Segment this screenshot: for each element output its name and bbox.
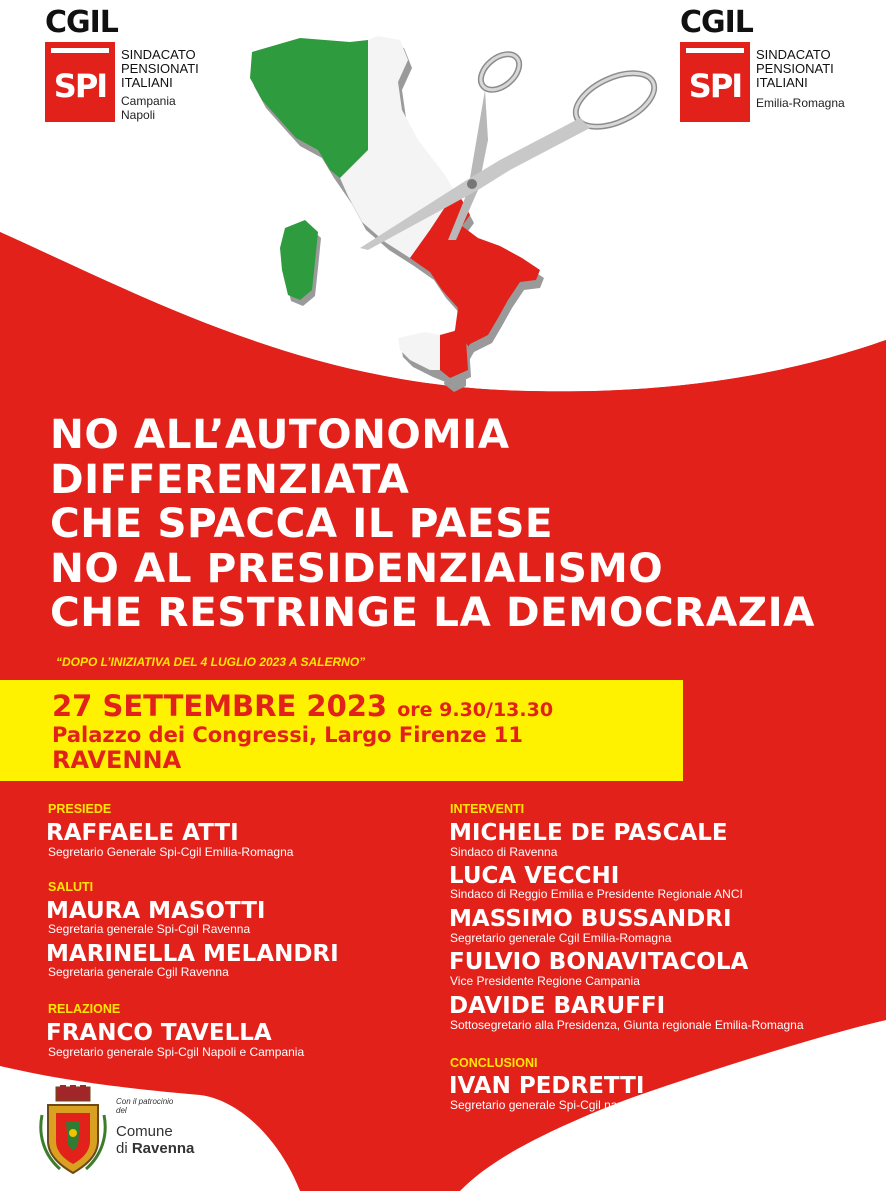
patronage-label: Con il patrocinio del: [116, 1097, 174, 1115]
speaker-name: MICHELE DE PASCALE: [449, 820, 728, 846]
speaker-name: MAURA MASOTTI: [46, 898, 266, 924]
speaker-role: Segretaria generale Spi-Cgil Ravenna: [48, 922, 251, 936]
speaker-role: Segretario generale Spi-Cgil nazionale: [450, 1098, 656, 1112]
comune-ravenna-crest-icon: [38, 1085, 108, 1177]
headline-line: NO AL PRESIDENZIALISMO: [50, 543, 664, 592]
speaker-name: FULVIO BONAVITACOLA: [449, 949, 749, 975]
org-name: SINDACATO PENSIONATI ITALIANI: [121, 47, 199, 90]
speaker-name: LUCA VECCHI: [449, 863, 620, 889]
headline-line: DIFFERENZIATA: [50, 454, 410, 503]
org-name: SINDACATO PENSIONATI ITALIANI: [756, 47, 834, 90]
spi-wordmark: SPI: [688, 67, 742, 105]
headline: [50, 412, 870, 635]
section-label-conclusioni: CONCLUSIONI: [450, 1056, 538, 1070]
section-label-relazione: RELAZIONE: [48, 1002, 121, 1016]
headline-line: CHE RESTRINGE LA DEMOCRAZIA: [50, 588, 815, 637]
patronage-block: [38, 1085, 208, 1180]
region-name: Campania Napoli: [121, 94, 176, 122]
cgil-wordmark: CGIL: [45, 5, 118, 40]
speaker-role: Sindaco di Ravenna: [450, 845, 558, 859]
speaker-role: Sindaco di Reggio Emilia e Presidente Regionale ANCI: [450, 887, 743, 901]
region-name: Emilia-Romagna: [756, 96, 845, 110]
event-time: ore 9.30/13.30: [397, 699, 554, 721]
speaker-role: Segretario Generale Spi-Cgil Emilia-Romagna: [48, 845, 294, 859]
speaker-role: Vice Presidente Regione Campania: [450, 974, 640, 988]
headline-line: CHE SPACCA IL PAESE: [50, 499, 554, 548]
spi-logo-box: [45, 42, 115, 122]
speaker-role: Segretario generale Spi-Cgil Napoli e Campania: [48, 1045, 305, 1059]
speaker-role: Segretario generale Cgil Emilia-Romagna: [450, 931, 672, 945]
event-city: RAVENNA: [52, 746, 182, 774]
speaker-name: MASSIMO BUSSANDRI: [449, 906, 732, 932]
section-label-saluti: SALUTI: [48, 880, 94, 894]
cgil-wordmark: CGIL: [680, 5, 753, 40]
section-label-interventi: INTERVENTI: [450, 802, 525, 816]
headline-line: NO ALL’AUTONOMIA: [50, 410, 510, 458]
event-date-line: [52, 690, 553, 726]
logo-cgil-spi-campania: [45, 5, 235, 128]
logo-cgil-spi-emilia-romagna: [680, 5, 870, 128]
comune-city: di Ravenna: [116, 1140, 195, 1157]
speaker-name: FRANCO TAVELLA: [46, 1020, 272, 1046]
speaker-name: RAFFAELE ATTI: [46, 820, 239, 846]
spi-logo-box: [680, 42, 750, 122]
speaker-role: Segretaria generale Cgil Ravenna: [48, 965, 229, 979]
section-label-presiede: PRESIEDE: [48, 802, 112, 816]
comune-label: Comune: [116, 1123, 173, 1140]
spi-wordmark: SPI: [53, 67, 107, 105]
event-venue: Palazzo dei Congressi, Largo Firenze 11: [52, 723, 524, 747]
speaker-name: IVAN PEDRETTI: [449, 1073, 645, 1099]
speaker-name: DAVIDE BARUFFI: [449, 993, 666, 1019]
event-date: 27 SETTEMBRE 2023: [52, 689, 388, 723]
speaker-name: MARINELLA MELANDRI: [46, 941, 339, 967]
speaker-role: Sottosegretario alla Presidenza, Giunta regionale Emilia-Romagna: [450, 1018, 804, 1032]
subtitle: “DOPO L’INIZIATIVA DEL 4 LUGLIO 2023 A SALERNO”: [56, 655, 366, 669]
